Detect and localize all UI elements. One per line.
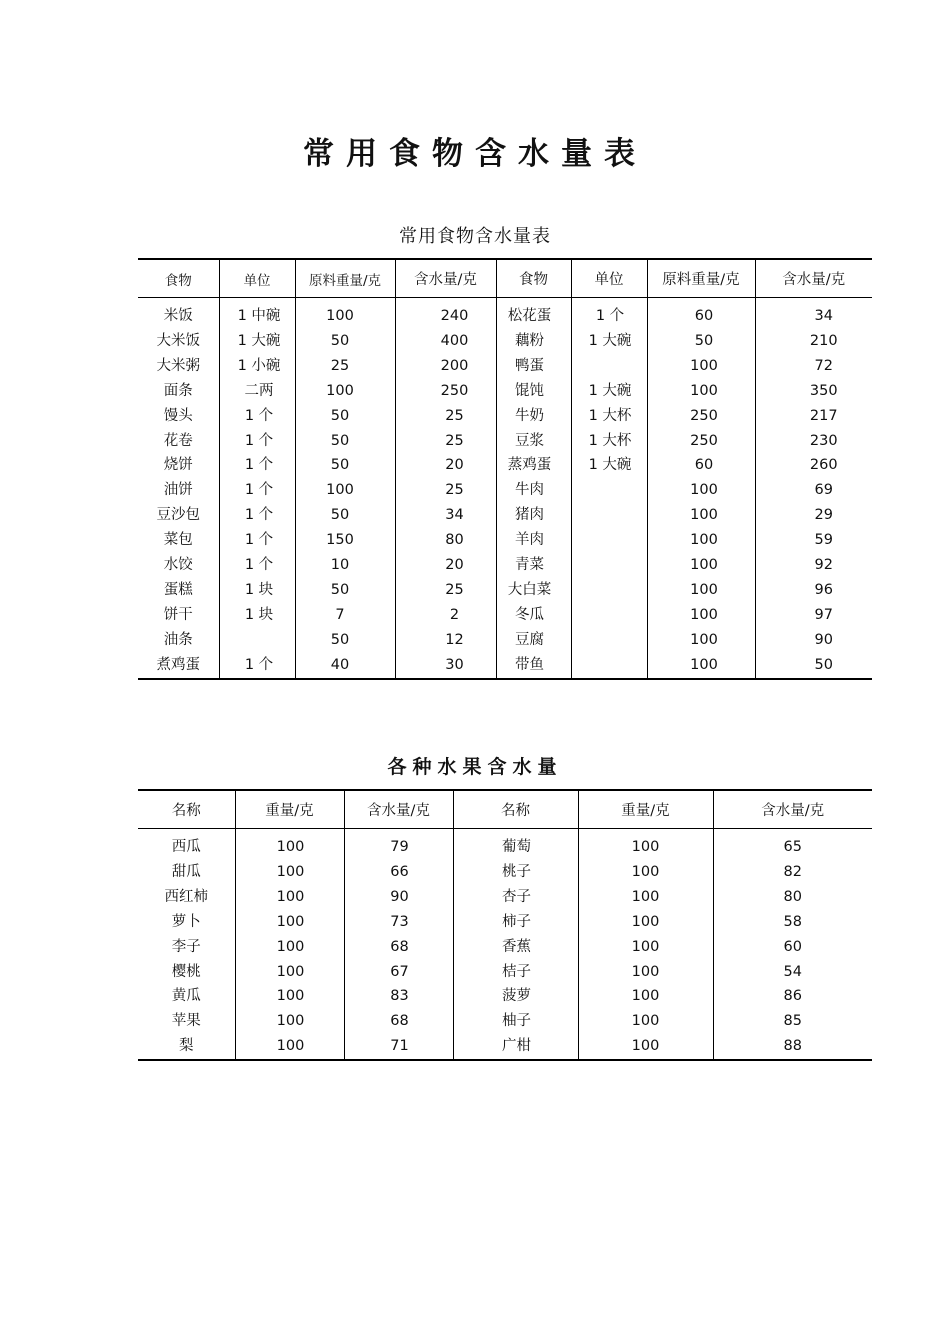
table-cell: 西红柿 <box>164 888 208 905</box>
table-cell: 100 <box>647 379 755 404</box>
table-cell: 1 中碗 <box>219 304 295 329</box>
column-header: 名称 <box>138 790 235 829</box>
table-cell: 100 <box>235 1034 344 1060</box>
table-cell: 50 <box>755 653 872 679</box>
table-cell: 二两 <box>219 379 295 404</box>
fruit-water-table <box>138 789 872 1061</box>
table-row <box>138 304 872 329</box>
table-cell: 90 <box>344 885 453 910</box>
table-cell: 92 <box>755 553 872 578</box>
table-cell <box>571 478 647 503</box>
table-cell: 80 <box>395 528 496 553</box>
table-cell: 豆腐 <box>496 628 571 653</box>
table-cell: 50 <box>295 404 395 429</box>
table-cell: 50 <box>295 503 395 528</box>
table-row <box>138 1009 872 1034</box>
table-cell: 82 <box>713 860 872 885</box>
table-cell: 油饼 <box>163 482 193 499</box>
table-cell: 100 <box>235 860 344 885</box>
table-cell <box>571 528 647 553</box>
table-cell: 100 <box>295 304 395 329</box>
table-cell: 2 <box>395 603 496 628</box>
table-cell: 1 大碗 <box>571 453 647 478</box>
table-cell: 香蕉 <box>453 935 578 960</box>
table-cell: 25 <box>295 354 395 379</box>
table-row <box>138 935 872 960</box>
table-cell: 80 <box>713 885 872 910</box>
table-row <box>138 453 872 478</box>
table-row <box>138 910 872 935</box>
table-cell <box>571 603 647 628</box>
table-cell: 68 <box>344 935 453 960</box>
table-header-row <box>138 790 872 829</box>
table-cell: 90 <box>755 628 872 653</box>
table-cell: 12 <box>395 628 496 653</box>
table-cell: 97 <box>755 603 872 628</box>
table-cell: 250 <box>395 379 496 404</box>
table-cell: 50 <box>647 329 755 354</box>
table-cell: 96 <box>755 578 872 603</box>
table-row <box>138 429 872 454</box>
table-cell: 68 <box>344 1009 453 1034</box>
column-header: 单位 <box>219 259 295 298</box>
table-cell <box>571 578 647 603</box>
table-cell: 100 <box>647 503 755 528</box>
table-cell: 50 <box>295 453 395 478</box>
column-header: 含水量/克 <box>395 259 496 298</box>
table-cell: 100 <box>647 603 755 628</box>
table-cell: 34 <box>755 304 872 329</box>
table-cell: 10 <box>295 553 395 578</box>
table-cell: 100 <box>295 379 395 404</box>
table-cell: 杏子 <box>453 885 578 910</box>
table-cell: 葡萄 <box>453 835 578 860</box>
table-cell: 萝卜 <box>171 913 201 930</box>
column-header: 单位 <box>571 259 647 298</box>
table-cell: 60 <box>713 935 872 960</box>
table-cell: 牛奶 <box>496 404 571 429</box>
table-cell: 花卷 <box>163 432 193 449</box>
column-header: 重量/克 <box>235 790 344 829</box>
table-header-row <box>138 259 872 298</box>
food-water-table <box>138 258 872 680</box>
table-cell: 260 <box>755 453 872 478</box>
table-cell: 100 <box>235 835 344 860</box>
table-row <box>138 628 872 653</box>
table-row <box>138 960 872 985</box>
table-cell: 1 个 <box>219 553 295 578</box>
table-cell: 20 <box>395 453 496 478</box>
table-cell: 馄饨 <box>496 379 571 404</box>
table-row <box>138 354 872 379</box>
table-cell: 69 <box>755 478 872 503</box>
table-cell: 50 <box>295 429 395 454</box>
table-cell: 58 <box>713 910 872 935</box>
table-cell: 樱桃 <box>171 963 201 980</box>
table-cell: 馒头 <box>163 407 193 424</box>
table-cell: 柚子 <box>453 1009 578 1034</box>
table-cell: 柿子 <box>453 910 578 935</box>
table-row <box>138 653 872 679</box>
table-cell: 350 <box>755 379 872 404</box>
table-cell: 100 <box>578 960 713 985</box>
table-cell: 1 个 <box>219 528 295 553</box>
table-cell: 1 个 <box>219 453 295 478</box>
table-cell: 100 <box>647 628 755 653</box>
table-cell: 大米饭 <box>156 332 200 349</box>
column-header: 含水量/克 <box>713 790 872 829</box>
table-cell <box>571 628 647 653</box>
table-cell: 86 <box>713 984 872 1009</box>
table-cell: 100 <box>235 910 344 935</box>
table-cell: 100 <box>578 1034 713 1060</box>
table-cell <box>571 553 647 578</box>
table-cell: 100 <box>235 885 344 910</box>
table-row <box>138 835 872 860</box>
table-cell: 25 <box>395 478 496 503</box>
table-cell: 菜包 <box>163 532 193 549</box>
table-cell: 200 <box>395 354 496 379</box>
table-cell: 桔子 <box>453 960 578 985</box>
table-cell: 88 <box>713 1034 872 1060</box>
table-row <box>138 984 872 1009</box>
table-cell: 豆浆 <box>496 429 571 454</box>
table-row <box>138 329 872 354</box>
table-cell: 油条 <box>163 631 193 648</box>
table-cell: 150 <box>295 528 395 553</box>
table-cell: 34 <box>395 503 496 528</box>
column-header: 食物 <box>496 259 571 298</box>
table-cell: 65 <box>713 835 872 860</box>
table-cell: 牛肉 <box>496 478 571 503</box>
table-cell: 50 <box>295 329 395 354</box>
table-row <box>138 503 872 528</box>
table-cell: 面条 <box>163 382 193 399</box>
table-row <box>138 578 872 603</box>
table-cell: 240 <box>395 304 496 329</box>
table-cell: 1 个 <box>219 429 295 454</box>
table-cell: 230 <box>755 429 872 454</box>
table-cell: 25 <box>395 578 496 603</box>
table-cell: 桃子 <box>453 860 578 885</box>
table-cell: 甜瓜 <box>171 863 201 880</box>
table-cell: 大白菜 <box>496 578 571 603</box>
table-cell: 40 <box>295 653 395 679</box>
table-cell: 煮鸡蛋 <box>138 653 219 679</box>
table-cell: 1 个 <box>219 404 295 429</box>
table-cell: 大米粥 <box>156 357 200 374</box>
table-cell: 100 <box>647 578 755 603</box>
table-cell: 25 <box>395 404 496 429</box>
table-cell: 水饺 <box>163 557 193 574</box>
table-cell: 100 <box>647 478 755 503</box>
table-cell: 广柑 <box>453 1034 578 1060</box>
column-header: 含水量/克 <box>344 790 453 829</box>
table-cell: 210 <box>755 329 872 354</box>
column-header: 重量/克 <box>578 790 713 829</box>
table-cell: 藕粉 <box>496 329 571 354</box>
table-cell: 100 <box>578 935 713 960</box>
table-cell: 20 <box>395 553 496 578</box>
table-cell: 1 大杯 <box>571 429 647 454</box>
table-cell: 60 <box>647 453 755 478</box>
fruit-table-caption: 各种水果含水量 <box>387 756 563 778</box>
table-cell: 松花蛋 <box>496 304 571 329</box>
table-cell: 黄瓜 <box>171 988 201 1005</box>
table-cell: 54 <box>713 960 872 985</box>
table-row <box>138 478 872 503</box>
table-cell <box>571 354 647 379</box>
table-cell: 400 <box>395 329 496 354</box>
table-cell: 1 个 <box>219 503 295 528</box>
table-cell: 100 <box>647 354 755 379</box>
table-cell: 饼干 <box>163 606 193 623</box>
table-cell: 豆沙包 <box>156 507 200 524</box>
table-cell: 带鱼 <box>496 653 571 679</box>
table-cell: 50 <box>295 628 395 653</box>
page-title: 常用食物含水量表 <box>303 136 647 172</box>
table-cell: 米饭 <box>163 308 193 324</box>
table-cell: 100 <box>235 935 344 960</box>
column-header: 名称 <box>453 790 578 829</box>
table-cell: 蛋糕 <box>163 581 193 598</box>
table-cell: 100 <box>235 984 344 1009</box>
table-cell: 1 块 <box>219 603 295 628</box>
table-cell: 1 大碗 <box>571 329 647 354</box>
table-cell: 猪肉 <box>496 503 571 528</box>
table-cell: 冬瓜 <box>496 603 571 628</box>
table-cell: 100 <box>578 835 713 860</box>
table-row <box>138 528 872 553</box>
table-cell: 100 <box>295 478 395 503</box>
table-row <box>138 379 872 404</box>
table-cell: 李子 <box>171 938 201 955</box>
table-row <box>138 1034 872 1060</box>
table-cell: 100 <box>578 1009 713 1034</box>
table-cell: 1 大杯 <box>571 404 647 429</box>
table-cell: 73 <box>344 910 453 935</box>
table-cell: 100 <box>647 528 755 553</box>
table-cell: 1 个 <box>219 653 295 679</box>
table-cell: 1 大碗 <box>571 379 647 404</box>
table-row <box>138 553 872 578</box>
table-row <box>138 860 872 885</box>
table-cell: 100 <box>578 984 713 1009</box>
table-cell: 菠萝 <box>453 984 578 1009</box>
table-cell: 梨 <box>138 1034 235 1060</box>
table-cell: 7 <box>295 603 395 628</box>
table-cell: 59 <box>755 528 872 553</box>
table-cell: 1 小碗 <box>219 354 295 379</box>
table-cell: 100 <box>647 553 755 578</box>
table-cell: 217 <box>755 404 872 429</box>
table-cell: 50 <box>295 578 395 603</box>
table-cell: 60 <box>647 304 755 329</box>
table-cell: 100 <box>647 653 755 679</box>
table-cell: 100 <box>578 860 713 885</box>
table-cell: 西瓜 <box>171 839 201 855</box>
table-row <box>138 404 872 429</box>
table-cell: 25 <box>395 429 496 454</box>
table-cell: 100 <box>578 910 713 935</box>
table-cell: 79 <box>344 835 453 860</box>
table-cell: 29 <box>755 503 872 528</box>
table-cell: 鸭蛋 <box>496 354 571 379</box>
food-table-caption: 常用食物含水量表 <box>399 226 551 247</box>
table-cell: 烧饼 <box>163 457 193 474</box>
table-cell <box>219 628 295 653</box>
table-cell: 100 <box>235 1009 344 1034</box>
table-cell: 1 大碗 <box>219 329 295 354</box>
table-cell: 1 个 <box>571 304 647 329</box>
table-cell: 83 <box>344 984 453 1009</box>
table-cell <box>571 653 647 679</box>
table-cell: 1 个 <box>219 478 295 503</box>
table-cell: 71 <box>344 1034 453 1060</box>
table-cell: 66 <box>344 860 453 885</box>
table-row <box>138 603 872 628</box>
table-cell: 250 <box>647 404 755 429</box>
table-cell: 67 <box>344 960 453 985</box>
column-header: 原料重量/克 <box>647 259 755 298</box>
table-cell: 30 <box>395 653 496 679</box>
table-cell: 蒸鸡蛋 <box>496 453 571 478</box>
column-header: 原料重量/克 <box>295 259 395 298</box>
table-row <box>138 885 872 910</box>
table-cell: 1 块 <box>219 578 295 603</box>
table-cell: 苹果 <box>171 1013 201 1030</box>
table-cell: 72 <box>755 354 872 379</box>
table-cell: 青菜 <box>496 553 571 578</box>
table-cell: 羊肉 <box>496 528 571 553</box>
column-header: 食物 <box>138 259 219 298</box>
table-cell: 250 <box>647 429 755 454</box>
table-cell: 100 <box>578 885 713 910</box>
table-cell: 85 <box>713 1009 872 1034</box>
column-header: 含水量/克 <box>755 259 872 298</box>
table-cell: 100 <box>235 960 344 985</box>
table-cell <box>571 503 647 528</box>
